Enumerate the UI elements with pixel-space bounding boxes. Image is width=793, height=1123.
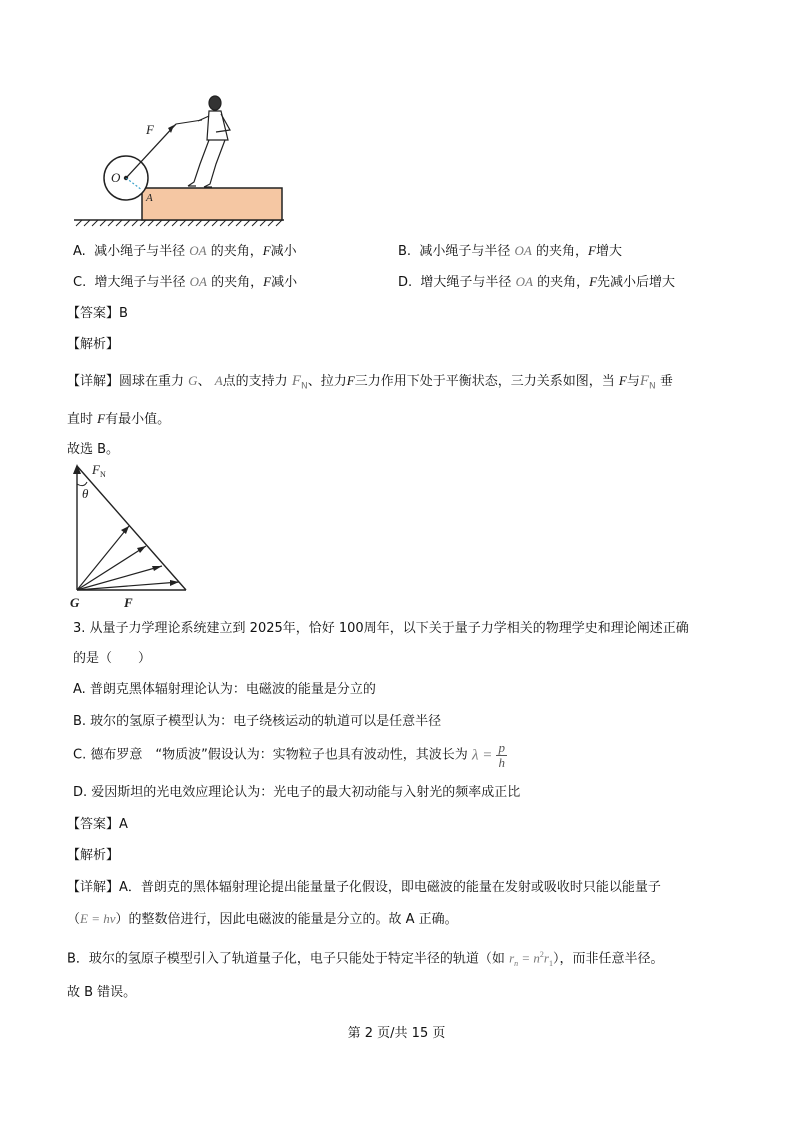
q2-detail-line2: 直时 F有最小值。 <box>67 411 171 427</box>
g-label: G <box>70 595 80 610</box>
q2-answer: 【答案】B <box>67 306 128 321</box>
q3-stem-line2: 的是（ ） <box>73 651 152 666</box>
q3-option-C: C. 德布罗意 “物质波”假设认为：实物粒子也具有波动性，其波长为 λ = $\frac{p}{h}$ <box>73 740 505 770</box>
fn-label: $F_N$ <box>92 462 106 479</box>
person-figure <box>188 96 230 187</box>
q3-detail-B-line1: B．玻尔的氢原子模型引入了轨道量子化，电子只能处于特定半径的轨道（如 $r_n = n^2r_1$），而非任意半径。 <box>67 950 664 968</box>
q3-detail-A-line2: （E = hν）的整数倍进行，因此电磁波的能量是分立的。故 A 正确。 <box>67 911 458 927</box>
force-triangle-figure <box>66 460 196 612</box>
q2-analysis-tag: 【解析】 <box>67 337 120 352</box>
option-A: A. 减小绳子与半径 OA 的夹角，F减小 <box>73 243 297 259</box>
center-label: O <box>111 170 121 185</box>
theta-label: θ <box>82 486 89 501</box>
q2-detail-line1: 【详解】圆球在重力 G、 A点的支持力 $F_N$、拉力F三力作用下处于平衡状态，三力关系如图，当 F与$F_N$ 垂 <box>67 373 673 392</box>
option-C: C. 增大绳子与半径 OA 的夹角，F减小 <box>73 274 298 290</box>
q3-detail-A-line1: 【详解】A．普朗克的黑体辐射理论提出能量量子化假设，即电磁波的能量在发射或吸收时只能以能量子 <box>67 880 661 895</box>
point-label: A <box>146 192 153 204</box>
q3-detail-B-line2: 故 B 错误。 <box>67 985 137 1000</box>
step-block <box>142 188 282 220</box>
q3-stem-line1: 3. 从量子力学理论系统建立到 2025年，恰好 100周年，以下关于量子力学相关的物理学史和理论阐述正确 <box>73 621 689 636</box>
q2-conclusion: 故选 B。 <box>67 442 120 457</box>
q3-analysis-tag: 【解析】 <box>67 848 120 863</box>
page-number: 第 2 页/共 15 页 <box>347 1026 446 1041</box>
q3-answer: 【答案】A <box>67 817 128 832</box>
option-B: B. 减小绳子与半径 OA 的夹角，F增大 <box>398 243 622 259</box>
force-label: F <box>146 122 154 137</box>
q3-option-D: D. 爱因斯坦的光电效应理论认为：光电子的最大初动能与入射光的频率成正比 <box>73 785 521 800</box>
wheel-step-figure <box>70 92 290 230</box>
f-label: F <box>124 595 133 610</box>
q3-option-A: A. 普朗克黑体辐射理论认为：电磁波的能量是分立的 <box>73 682 376 697</box>
q3-option-B: B. 玻尔的氢原子模型认为：电子绕核运动的轨道可以是任意半径 <box>73 714 442 729</box>
option-D: D. 增大绳子与半径 OA 的夹角，F先减小后增大 <box>398 274 676 290</box>
